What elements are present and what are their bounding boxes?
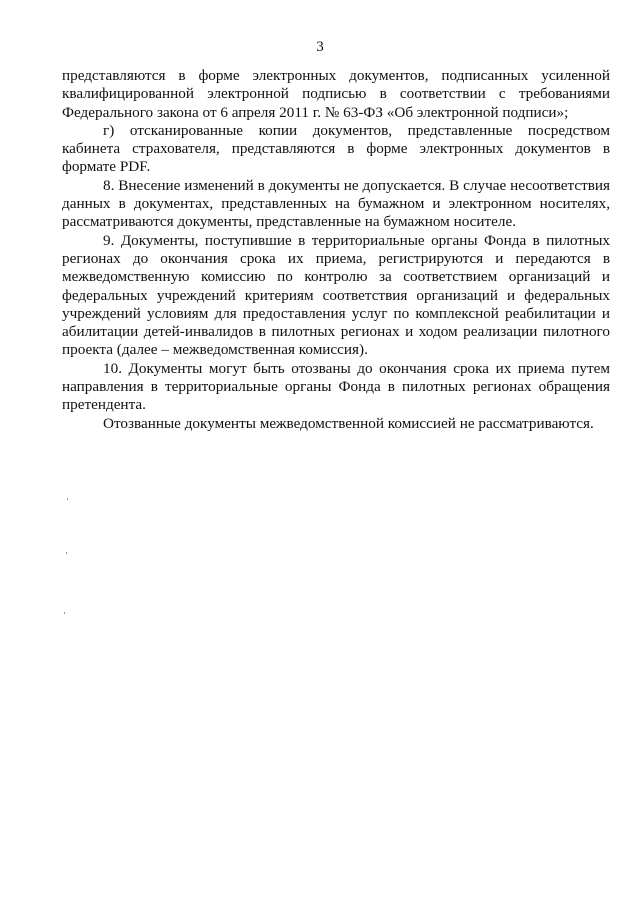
- paragraph-item-g: г) отсканированные копии документов, представленные посредством кабинета страхователя, представляются в форме электронных документов в формате PDF.: [62, 121, 610, 176]
- paragraph-continuation: представляются в форме электронных документов, подписанных усиленной квалифицированной электронной подписью в соответствии с требованиями Федерального закона от 6 апреля 2011 г. № 63-ФЗ «Об электронной подписи»;: [62, 67, 610, 121]
- scan-speck: [66, 552, 67, 554]
- scan-speck: [64, 612, 65, 614]
- paragraph-10: 10. Документы могут быть отозваны до окончания срока их приема путем направления в территориальные органы Фонда в пилотных регионах обращения претендента.: [62, 359, 610, 414]
- scan-speck: [67, 498, 68, 500]
- document-body: [62, 67, 610, 433]
- paragraph-withdrawn-note: Отозванные документы межведомственной комиссией не рассматриваются.: [103, 414, 594, 432]
- page-number: 3: [316, 39, 324, 55]
- paragraph-9: 9. Документы, поступившие в территориальные органы Фонда в пилотных регионах до окончания срока их приема, регистрируются и передаются в межведомственную комиссию по контролю за соответствием организаций и федеральных учреждений критериям соответствия организаций и федеральных учреждений условиям для предоставления услуг по комплексной реабилитации и абилитации детей-инвалидов в пилотных регионах и ходом реализации пилотного проекта (далее – межведомственная комиссия).: [62, 231, 610, 359]
- paragraph-8: 8. Внесение изменений в документы не допускается. В случае несоответствия данных в документах, представленных на бумажном и электронном носителях, рассматриваются документы, представленные на бумажном носителе.: [62, 176, 610, 231]
